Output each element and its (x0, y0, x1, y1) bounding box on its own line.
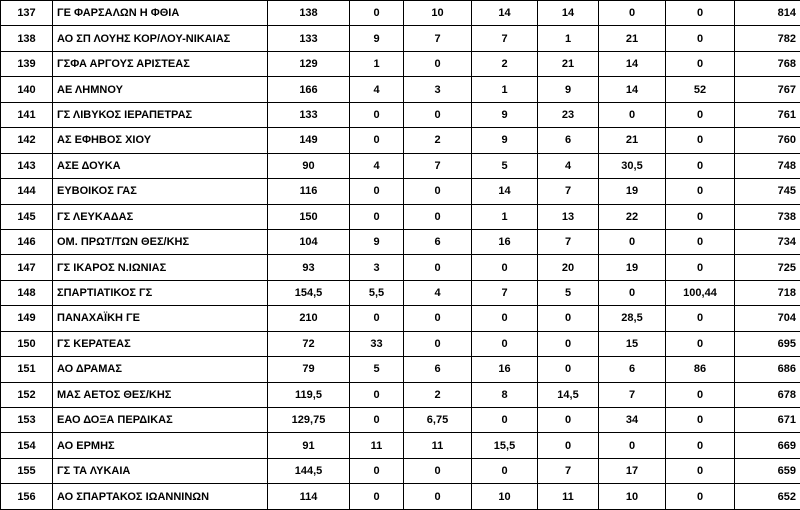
score-col-4-cell: 15,5 (472, 433, 538, 458)
score-col-7-cell: 0 (666, 484, 735, 509)
score-col-3-cell: 6 (404, 229, 472, 254)
score-col-6-cell: 7 (599, 382, 666, 407)
rank-cell: 139 (1, 51, 53, 76)
score-col-7-cell: 0 (666, 331, 735, 356)
score-col-4-cell: 5 (472, 153, 538, 178)
total-points-cell: 814 (735, 1, 800, 26)
score-col-5-cell: 20 (538, 255, 599, 280)
score-col-5-cell: 0 (538, 331, 599, 356)
score-col-5-cell: 0 (538, 357, 599, 382)
score-col-7-cell: 0 (666, 306, 735, 331)
score-col-3-cell: 3 (404, 77, 472, 102)
score-col-6-cell: 15 (599, 331, 666, 356)
score-col-2-cell: 0 (350, 408, 404, 433)
rank-cell: 147 (1, 255, 53, 280)
score-col-3-cell: 0 (404, 331, 472, 356)
score-col-3-cell: 4 (404, 280, 472, 305)
score-col-1-cell: 119,5 (268, 382, 350, 407)
rank-cell: 143 (1, 153, 53, 178)
score-col-4-cell: 9 (472, 128, 538, 153)
club-name-cell: ΕΑΟ ΔΟΞΑ ΠΕΡΔΙΚΑΣ (53, 408, 268, 433)
rank-cell: 146 (1, 229, 53, 254)
score-col-4-cell: 14 (472, 1, 538, 26)
club-name-cell: ΑΟ ΣΠ ΛΟΥΗΣ ΚΟΡ/ΛΟΥ-ΝΙΚΑΙΑΣ (53, 26, 268, 51)
score-col-1-cell: 133 (268, 102, 350, 127)
score-col-2-cell: 5 (350, 357, 404, 382)
club-name-cell: ΑΟ ΔΡΑΜΑΣ (53, 357, 268, 382)
table-row (1, 433, 800, 458)
score-col-1-cell: 93 (268, 255, 350, 280)
total-points-cell: 760 (735, 128, 800, 153)
score-col-1-cell: 72 (268, 331, 350, 356)
table-row (1, 408, 800, 433)
club-name-cell: ΑΣΕ ΔΟΥΚΑ (53, 153, 268, 178)
score-col-7-cell: 52 (666, 77, 735, 102)
score-col-7-cell: 0 (666, 1, 735, 26)
score-col-1-cell: 114 (268, 484, 350, 509)
score-col-4-cell: 0 (472, 408, 538, 433)
score-col-2-cell: 0 (350, 484, 404, 509)
score-col-7-cell: 100,44 (666, 280, 735, 305)
score-col-4-cell: 0 (472, 331, 538, 356)
club-name-cell: ΣΠΑΡΤΙΑΤΙΚΟΣ ΓΣ (53, 280, 268, 305)
rank-cell: 150 (1, 331, 53, 356)
score-col-7-cell: 0 (666, 51, 735, 76)
total-points-cell: 659 (735, 458, 800, 483)
score-col-2-cell: 3 (350, 255, 404, 280)
score-col-7-cell: 86 (666, 357, 735, 382)
score-col-2-cell: 33 (350, 331, 404, 356)
score-col-6-cell: 19 (599, 179, 666, 204)
score-col-3-cell: 0 (404, 484, 472, 509)
score-col-5-cell: 9 (538, 77, 599, 102)
table-row (1, 153, 800, 178)
score-col-3-cell: 6,75 (404, 408, 472, 433)
score-col-7-cell: 0 (666, 204, 735, 229)
score-col-6-cell: 0 (599, 1, 666, 26)
score-col-4-cell: 9 (472, 102, 538, 127)
total-points-cell: 782 (735, 26, 800, 51)
score-col-2-cell: 0 (350, 458, 404, 483)
rank-cell: 154 (1, 433, 53, 458)
score-col-3-cell: 0 (404, 306, 472, 331)
score-col-3-cell: 2 (404, 382, 472, 407)
score-col-6-cell: 0 (599, 280, 666, 305)
total-points-cell: 734 (735, 229, 800, 254)
club-name-cell: ΓΣ ΙΚΑΡΟΣ Ν.ΙΩΝΙΑΣ (53, 255, 268, 280)
rank-cell: 148 (1, 280, 53, 305)
score-col-2-cell: 4 (350, 153, 404, 178)
score-col-3-cell: 10 (404, 1, 472, 26)
rank-cell: 141 (1, 102, 53, 127)
score-col-3-cell: 0 (404, 255, 472, 280)
score-col-4-cell: 0 (472, 255, 538, 280)
score-col-6-cell: 0 (599, 102, 666, 127)
score-col-6-cell: 14 (599, 77, 666, 102)
total-points-cell: 748 (735, 153, 800, 178)
club-name-cell: ΓΕ ΦΑΡΣΑΛΩΝ Η ΦΘΙΑ (53, 1, 268, 26)
score-col-4-cell: 7 (472, 26, 538, 51)
total-points-cell: 767 (735, 77, 800, 102)
score-col-2-cell: 0 (350, 204, 404, 229)
score-col-2-cell: 0 (350, 179, 404, 204)
score-col-3-cell: 2 (404, 128, 472, 153)
table-row (1, 331, 800, 356)
score-col-5-cell: 7 (538, 179, 599, 204)
score-col-1-cell: 91 (268, 433, 350, 458)
table-row (1, 51, 800, 76)
score-col-5-cell: 5 (538, 280, 599, 305)
rank-cell: 142 (1, 128, 53, 153)
score-col-6-cell: 21 (599, 128, 666, 153)
total-points-cell: 669 (735, 433, 800, 458)
score-col-1-cell: 154,5 (268, 280, 350, 305)
rank-cell: 144 (1, 179, 53, 204)
score-col-1-cell: 144,5 (268, 458, 350, 483)
score-col-3-cell: 0 (404, 204, 472, 229)
total-points-cell: 686 (735, 357, 800, 382)
score-col-1-cell: 150 (268, 204, 350, 229)
score-col-6-cell: 22 (599, 204, 666, 229)
score-col-3-cell: 0 (404, 179, 472, 204)
score-col-4-cell: 8 (472, 382, 538, 407)
score-col-4-cell: 0 (472, 458, 538, 483)
score-col-1-cell: 210 (268, 306, 350, 331)
score-col-7-cell: 0 (666, 229, 735, 254)
club-name-cell: ΓΣΦΑ ΑΡΓΟΥΣ ΑΡΙΣΤΕΑΣ (53, 51, 268, 76)
score-col-1-cell: 129 (268, 51, 350, 76)
score-col-6-cell: 28,5 (599, 306, 666, 331)
club-name-cell: ΑΟ ΕΡΜΗΣ (53, 433, 268, 458)
score-col-2-cell: 0 (350, 1, 404, 26)
score-col-4-cell: 16 (472, 357, 538, 382)
score-col-3-cell: 7 (404, 153, 472, 178)
score-col-7-cell: 0 (666, 179, 735, 204)
rank-cell: 156 (1, 484, 53, 509)
score-col-2-cell: 4 (350, 77, 404, 102)
score-col-5-cell: 14,5 (538, 382, 599, 407)
score-col-2-cell: 0 (350, 102, 404, 127)
score-col-3-cell: 0 (404, 458, 472, 483)
total-points-cell: 725 (735, 255, 800, 280)
score-col-1-cell: 79 (268, 357, 350, 382)
rank-cell: 145 (1, 204, 53, 229)
score-col-7-cell: 0 (666, 26, 735, 51)
score-col-6-cell: 10 (599, 484, 666, 509)
table-row (1, 357, 800, 382)
total-points-cell: 768 (735, 51, 800, 76)
total-points-cell: 704 (735, 306, 800, 331)
score-col-3-cell: 0 (404, 102, 472, 127)
rank-cell: 137 (1, 1, 53, 26)
score-col-5-cell: 7 (538, 458, 599, 483)
score-col-3-cell: 11 (404, 433, 472, 458)
table-row (1, 255, 800, 280)
score-col-2-cell: 0 (350, 128, 404, 153)
table-row (1, 382, 800, 407)
score-col-5-cell: 11 (538, 484, 599, 509)
score-col-2-cell: 9 (350, 26, 404, 51)
score-col-5-cell: 4 (538, 153, 599, 178)
score-col-3-cell: 6 (404, 357, 472, 382)
score-col-1-cell: 149 (268, 128, 350, 153)
score-col-4-cell: 1 (472, 77, 538, 102)
score-col-1-cell: 166 (268, 77, 350, 102)
rank-cell: 153 (1, 408, 53, 433)
score-col-1-cell: 116 (268, 179, 350, 204)
rank-cell: 152 (1, 382, 53, 407)
score-col-4-cell: 16 (472, 229, 538, 254)
score-col-5-cell: 0 (538, 433, 599, 458)
total-points-cell: 652 (735, 484, 800, 509)
score-col-6-cell: 30,5 (599, 153, 666, 178)
score-col-4-cell: 7 (472, 280, 538, 305)
score-col-3-cell: 7 (404, 26, 472, 51)
score-col-3-cell: 0 (404, 51, 472, 76)
score-col-7-cell: 0 (666, 128, 735, 153)
rank-cell: 138 (1, 26, 53, 51)
club-name-cell: ΓΣ ΚΕΡΑΤΕΑΣ (53, 331, 268, 356)
score-col-7-cell: 0 (666, 153, 735, 178)
club-name-cell: ΓΣ ΛΕΥΚΑΔΑΣ (53, 204, 268, 229)
score-col-4-cell: 10 (472, 484, 538, 509)
score-col-2-cell: 1 (350, 51, 404, 76)
total-points-cell: 738 (735, 204, 800, 229)
score-col-5-cell: 21 (538, 51, 599, 76)
table-row (1, 77, 800, 102)
score-col-5-cell: 1 (538, 26, 599, 51)
club-name-cell: ΑΣ ΕΦΗΒΟΣ ΧΙΟΥ (53, 128, 268, 153)
table-row (1, 128, 800, 153)
table-row (1, 306, 800, 331)
score-col-5-cell: 0 (538, 306, 599, 331)
score-col-5-cell: 23 (538, 102, 599, 127)
score-col-5-cell: 14 (538, 1, 599, 26)
score-col-4-cell: 0 (472, 306, 538, 331)
score-col-6-cell: 19 (599, 255, 666, 280)
score-col-1-cell: 104 (268, 229, 350, 254)
table-row (1, 229, 800, 254)
score-col-6-cell: 34 (599, 408, 666, 433)
score-col-6-cell: 0 (599, 229, 666, 254)
score-col-5-cell: 7 (538, 229, 599, 254)
score-col-7-cell: 0 (666, 102, 735, 127)
table-row (1, 179, 800, 204)
score-col-7-cell: 0 (666, 408, 735, 433)
table-row (1, 204, 800, 229)
table-row (1, 102, 800, 127)
table-row (1, 484, 800, 509)
score-col-5-cell: 13 (538, 204, 599, 229)
score-col-2-cell: 0 (350, 382, 404, 407)
rank-cell: 155 (1, 458, 53, 483)
score-col-2-cell: 5,5 (350, 280, 404, 305)
club-name-cell: ΓΣ ΤΑ ΛΥΚΑΙΑ (53, 458, 268, 483)
score-col-6-cell: 17 (599, 458, 666, 483)
score-col-1-cell: 90 (268, 153, 350, 178)
score-col-5-cell: 0 (538, 408, 599, 433)
score-col-4-cell: 1 (472, 204, 538, 229)
score-col-7-cell: 0 (666, 382, 735, 407)
score-col-6-cell: 6 (599, 357, 666, 382)
score-col-2-cell: 11 (350, 433, 404, 458)
total-points-cell: 745 (735, 179, 800, 204)
score-col-2-cell: 9 (350, 229, 404, 254)
club-name-cell: ΑΟ ΣΠΑΡΤΑΚΟΣ ΙΩΑΝΝΙΝΩΝ (53, 484, 268, 509)
score-col-1-cell: 138 (268, 1, 350, 26)
score-col-1-cell: 129,75 (268, 408, 350, 433)
score-col-5-cell: 6 (538, 128, 599, 153)
club-name-cell: ΕΥΒΟΙΚΟΣ ΓΑΣ (53, 179, 268, 204)
score-col-7-cell: 0 (666, 433, 735, 458)
score-col-7-cell: 0 (666, 255, 735, 280)
table-row (1, 26, 800, 51)
club-name-cell: ΠΑΝΑΧΑΪΚΗ ΓΕ (53, 306, 268, 331)
club-name-cell: ΜΑΣ ΑΕΤΟΣ ΘΕΣ/ΚΗΣ (53, 382, 268, 407)
rank-cell: 140 (1, 77, 53, 102)
club-name-cell: ΟΜ. ΠΡΩΤ/ΤΩΝ ΘΕΣ/ΚΗΣ (53, 229, 268, 254)
total-points-cell: 678 (735, 382, 800, 407)
score-col-7-cell: 0 (666, 458, 735, 483)
total-points-cell: 718 (735, 280, 800, 305)
total-points-cell: 671 (735, 408, 800, 433)
club-name-cell: ΑΕ ΛΗΜΝΟΥ (53, 77, 268, 102)
score-col-6-cell: 21 (599, 26, 666, 51)
total-points-cell: 695 (735, 331, 800, 356)
score-col-4-cell: 2 (472, 51, 538, 76)
table-row (1, 458, 800, 483)
table-row (1, 280, 800, 305)
score-col-4-cell: 14 (472, 179, 538, 204)
table-row (1, 1, 800, 26)
ranking-table-body (1, 1, 800, 510)
score-col-1-cell: 133 (268, 26, 350, 51)
rank-cell: 151 (1, 357, 53, 382)
club-name-cell: ΓΣ ΛΙΒΥΚΟΣ ΙΕΡΑΠΕΤΡΑΣ (53, 102, 268, 127)
rank-cell: 149 (1, 306, 53, 331)
score-col-2-cell: 0 (350, 306, 404, 331)
score-col-6-cell: 0 (599, 433, 666, 458)
score-col-6-cell: 14 (599, 51, 666, 76)
total-points-cell: 761 (735, 102, 800, 127)
